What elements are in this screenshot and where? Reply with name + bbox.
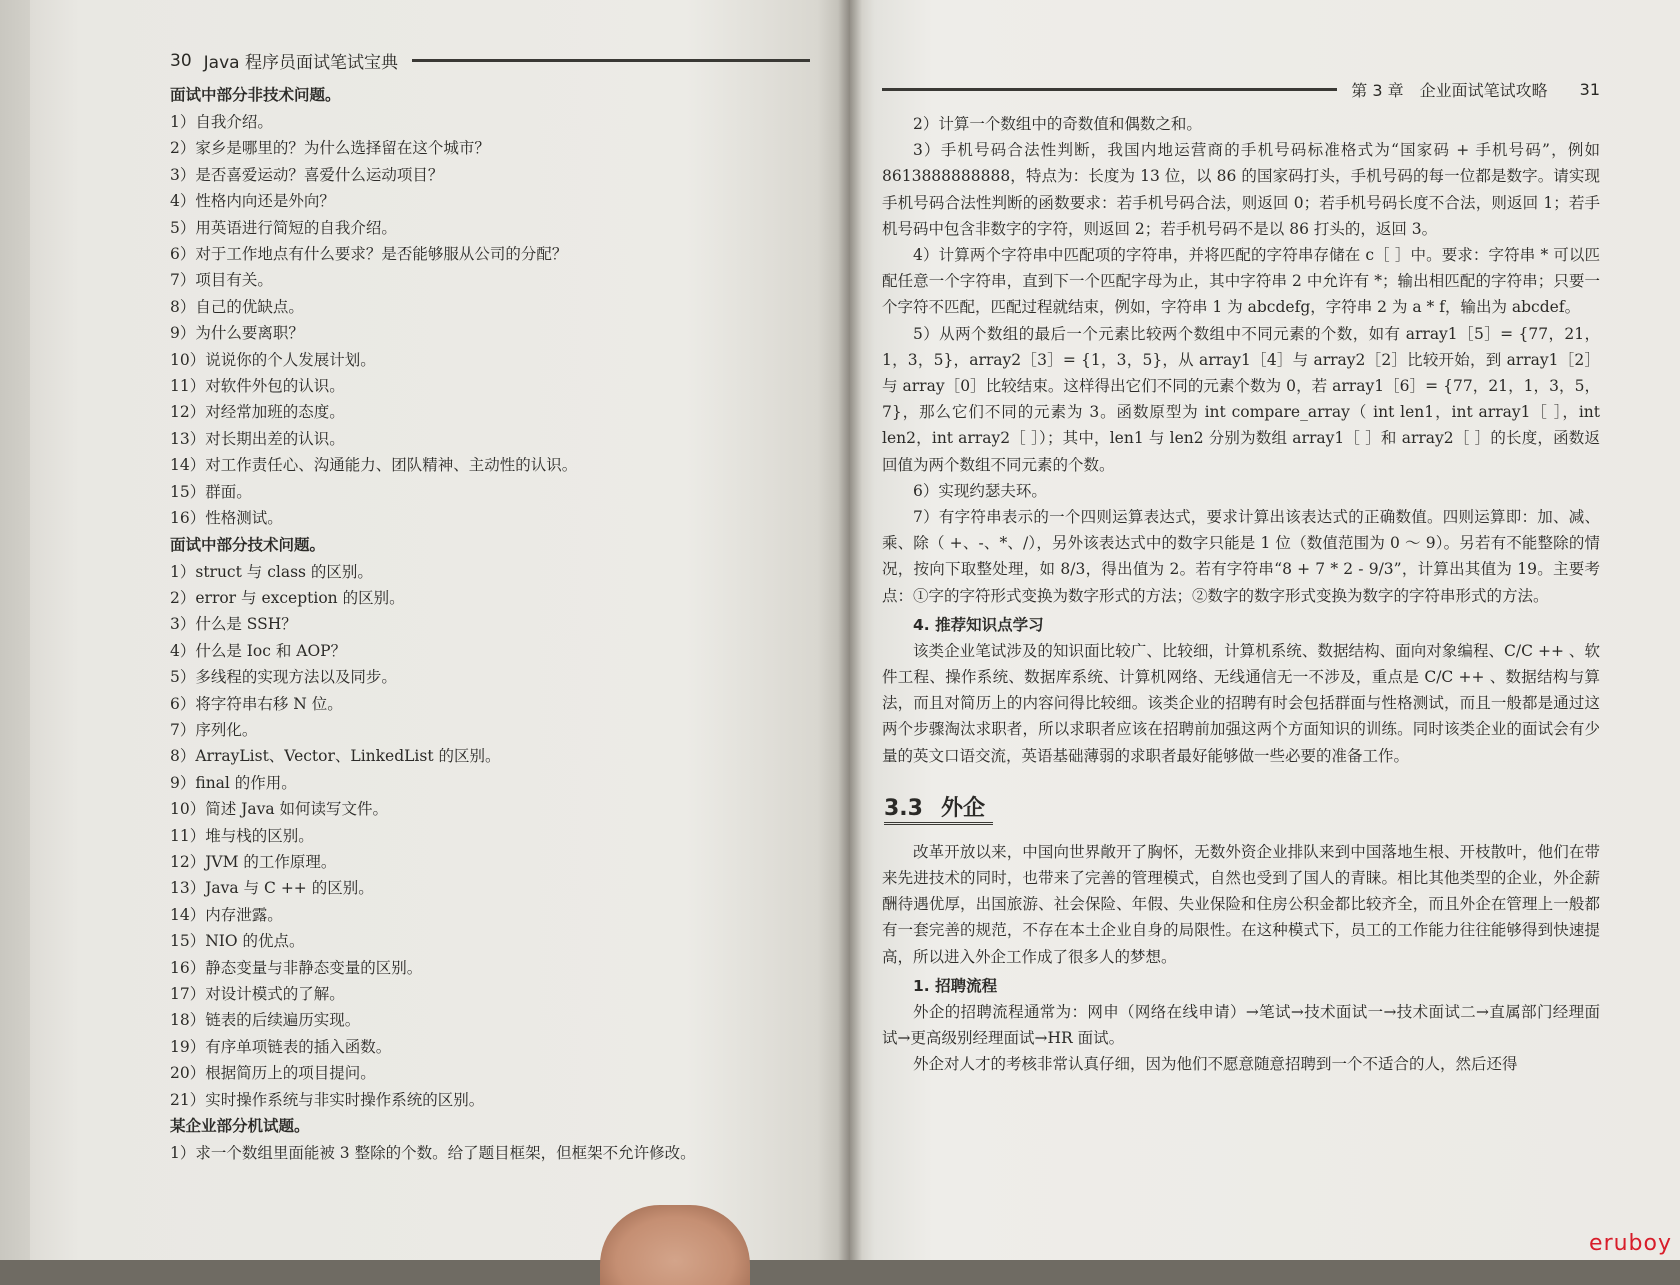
- list-item: 12）JVM 的工作原理。: [170, 852, 337, 871]
- paragraph: 5）从两个数组的最后一个元素比较两个数组中不同元素的个数，如有 array1［5］= {77，21，1，3，5}，array2［3］= {1，3，5}，从 array1［4］与 array2［2］比较开始，到 array1［2］与 array［0］比较结束。这样得出它们不同的元素个数为 0，若 array1［6］= {77，21，1，3，5，7}，那么它们不同的元素为 3。函数原型为 int compare_array（ int len1，int array1［ ］，int len2，int array2［ ］）；其中，len1 与 len2 分别为数组 array1［ ］和 array2［ ］的长度，函数返回值为两个数组不同元素的个数。: [882, 324, 1600, 474]
- list-item: 4）什么是 Ioc 和 AOP？: [170, 641, 347, 660]
- right-page: [850, 0, 1680, 1260]
- list-item: 13）对长期出差的认识。: [170, 429, 345, 448]
- paragraph: 改革开放以来，中国向世界敞开了胸怀，无数外资企业排队来到中国落地生根、开枝散叶，他们在带来先进技术的同时，也带来了完善的管理模式，自然也受到了国人的青睐。相比其他类型的企业，外企薪酬待遇优厚，出国旅游、社会保险、年假、失业保险和住房公积金都比较齐全，而且外企在管理上一般都有一套完善的规范，不存在本土企业自身的局限性。在这种模式下，员工的工作能力往往能够得到快速提高，所以进入外企工作成了很多人的梦想。: [882, 842, 1600, 966]
- list-item: 2）error 与 exception 的区别。: [170, 588, 405, 607]
- section-machine-test-title: 某企业部分机试题。: [170, 1117, 310, 1136]
- left-page-header: [170, 48, 810, 73]
- section-tech-list: [170, 559, 810, 1114]
- list-item: 9）final 的作用。: [170, 773, 297, 792]
- section-tech-title: 面试中部分技术问题。: [170, 535, 326, 554]
- section-number: 3.3: [884, 795, 923, 821]
- list-item: 4）性格内向还是外向？: [170, 192, 335, 211]
- list-item: 17）对设计模式的了解。: [170, 985, 345, 1003]
- list-item: 21）实时操作系统与非实时操作系统的区别。: [170, 1090, 485, 1109]
- section-name: 外企: [940, 795, 985, 821]
- book-gutter-shadow: [838, 0, 862, 1260]
- header-rule: [882, 88, 1337, 91]
- list-item: 6）将字符串右移 N 位。: [170, 694, 343, 713]
- list-item: 16）性格测试。: [170, 509, 283, 528]
- paragraph: 外企对人才的考核非常认真仔细，因为他们不愿意随意招聘到一个不适合的人，然后还得: [913, 1055, 1518, 1074]
- left-page: [30, 0, 850, 1260]
- watermark: eruboy: [1589, 1231, 1672, 1256]
- right-page-header: [882, 78, 1600, 101]
- paragraph: 7）有字符串表示的一个四则运算表达式，要求计算出该表达式的正确数值。四则运算即：加、减、乘、除（ +、-、*、/），另外该表达式中的数字只能是 1 位（数值范围为 0 ～ 9）。另若有不能整除的情况，按向下取整处理，如 8/3，得出值为 2。若有字符串“8 + 7 * 2 - 9/3”，计算出其值为 19。主要考点：①字的字符形式变换为数字形式的方法；②数字的数字形式变换为数字的字符串形式的方法。: [882, 508, 1600, 605]
- list-item: 1）struct 与 class 的区别。: [170, 562, 373, 581]
- chapter-title: 第 3 章 企业面试笔试攻略: [1351, 81, 1548, 100]
- list-item: 20）根据简历上的项目提问。: [170, 1064, 376, 1083]
- section-nontech-list: [170, 109, 810, 532]
- list-item: 9）为什么要离职？: [170, 324, 304, 343]
- list-item: 1）求一个数组里面能被 3 整除的个数。给了题目框架，但框架不允许修改。: [170, 1144, 696, 1163]
- list-item: 7）序列化。: [170, 720, 258, 739]
- list-item: 3）是否喜爱运动？喜爱什么运动项目？: [170, 165, 444, 184]
- paragraph: 外企的招聘流程通常为：网申（网络在线申请）→笔试→技术面试一→技术面试二→直属部门经理面试→更高级别经理面试→HR 面试。: [882, 1002, 1600, 1048]
- list-item: 16）静态变量与非静态变量的区别。: [170, 958, 423, 977]
- subsection-title: 1. 招聘流程: [913, 976, 998, 995]
- list-item: 14）内存泄露。: [170, 905, 283, 924]
- book-title: Java 程序员面试笔试宝典: [203, 53, 398, 73]
- list-item: 5）用英语进行简短的自我介绍。: [170, 218, 397, 237]
- list-item: 5）多线程的实现方法以及同步。: [170, 668, 397, 687]
- list-item: 15）群面。: [170, 482, 252, 501]
- paragraph: 2）计算一个数组中的奇数值和偶数之和。: [913, 115, 1202, 133]
- list-item: 6）对于工作地点有什么要求？是否能够服从公司的分配？: [170, 245, 568, 264]
- paragraph: 6）实现约瑟夫环。: [913, 481, 1047, 500]
- paragraph: 该类企业笔试涉及的知识面比较广、比较细，计算机系统、数据结构、面向对象编程、C/C ++ 、软件工程、操作系统、数据库系统、计算机网络、无线通信无一不涉及，重点是 C/C ++ 、数据结构与算法，而且对简历上的内容问得比较细。该类企业的招聘有时会包括群面与性格测试，而且一般都是通过这两个步骤淘汰求职者，所以求职者应该在招聘前加强这两个方面知识的训练。同时该类企业的面试会有少量的英文口语交流，英语基础薄弱的求职者最好能够做一些必要的准备工作。: [882, 641, 1600, 765]
- list-item: 8）自己的优缺点。: [170, 297, 304, 316]
- list-item: 14）对工作责任心、沟通能力、团队精神、主动性的认识。: [170, 456, 578, 475]
- list-item: 7）项目有关。: [170, 271, 273, 290]
- section-nontech-title: 面试中部分非技术问题。: [170, 86, 341, 104]
- section-title: [884, 791, 993, 825]
- header-rule: [412, 59, 810, 62]
- right-page-number: 31: [1579, 80, 1600, 99]
- list-item: 1）自我介绍。: [170, 113, 273, 131]
- list-item: 8）ArrayList、Vector、LinkedList 的区别。: [170, 747, 501, 766]
- list-item: 18）链表的后续遍历实现。: [170, 1011, 361, 1030]
- list-item: 12）对经常加班的态度。: [170, 403, 345, 422]
- list-item: 11）对软件外包的认识。: [170, 377, 345, 396]
- paragraph: 4）计算两个字符串中匹配项的字符串，并将匹配的字符串存储在 c［ ］中。要求：字符串 * 可以匹配任意一个字符串，直到下一个匹配字母为止，其中字符串 2 中允许有 *；输出相匹配的字符串；只要一个字符不匹配，匹配过程就结束，例如，字符串 1 为 abcdefg，字符串 2 为 a * f，输出为 abcdef。: [882, 246, 1600, 317]
- list-item: 3）什么是 SSH？: [170, 615, 297, 634]
- list-item: 10）说说你的个人发展计划。: [170, 350, 376, 369]
- left-page-number: 30: [170, 50, 192, 71]
- paragraph: 3）手机号码合法性判断，我国内地运营商的手机号码标准格式为“国家码 + 手机号码”，例如 8613888888888，特点为：长度为 13 位，以 86 的国家码打头，手机号码的每一位都是数字。请实现手机号码合法性判断的函数要求：若手机号码合法，则返回 0；若手机号码长度不合法，则返回 1；若手机号码中包含非数字的字符，则返回 2；若手机号码不是以 86 打头的，返回 3。: [882, 141, 1600, 238]
- list-item: 2）家乡是哪里的？为什么选择留在这个城市？: [170, 139, 490, 158]
- list-item: 19）有序单项链表的插入函数。: [170, 1037, 392, 1056]
- list-item: 11）堆与栈的区别。: [170, 826, 314, 845]
- list-item: 15）NIO 的优点。: [170, 932, 305, 951]
- list-item: 13）Java 与 C ++ 的区别。: [170, 879, 374, 898]
- subsection-title: 4. 推荐知识点学习: [913, 615, 1044, 634]
- list-item: 10）简述 Java 如何读写文件。: [170, 800, 389, 819]
